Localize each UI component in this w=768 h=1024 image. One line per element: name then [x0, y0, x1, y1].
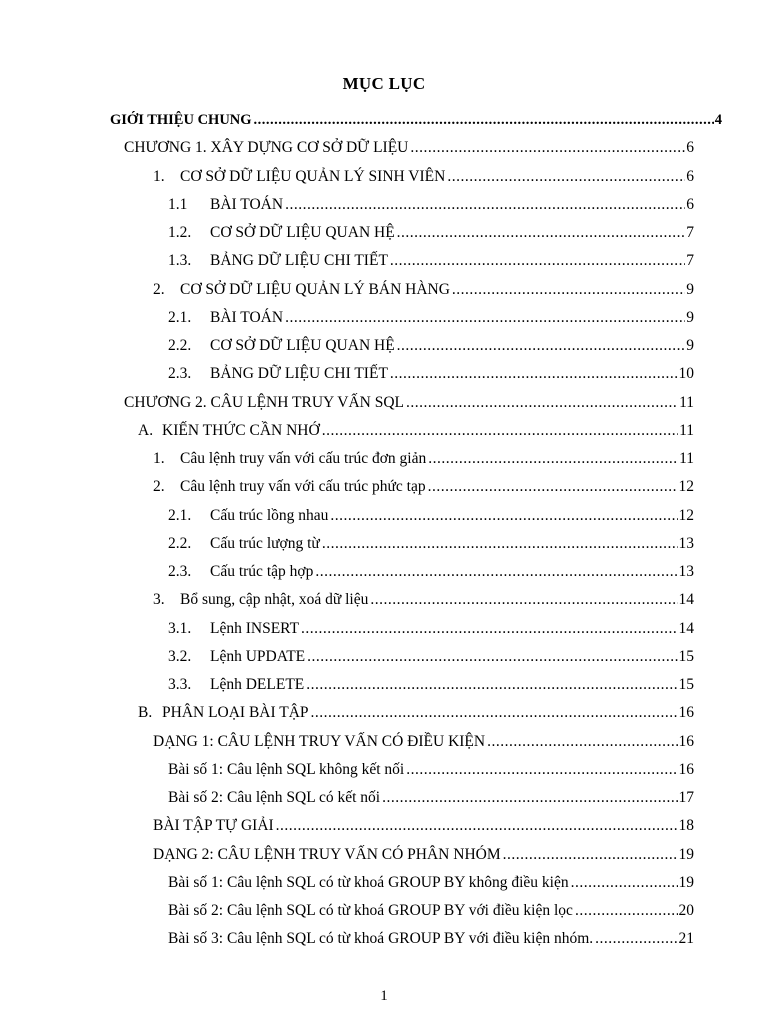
toc-dot-leader — [382, 788, 677, 808]
toc-entry-number: 1. — [153, 450, 165, 467]
toc-entry[interactable] — [153, 280, 694, 300]
toc-dot-leader — [452, 280, 685, 300]
toc-entry-number: 3. — [153, 591, 165, 609]
toc-entry[interactable] — [168, 675, 694, 695]
toc-entry[interactable] — [138, 421, 694, 441]
toc-entry[interactable] — [153, 167, 694, 187]
toc-entry-page: 19 — [678, 845, 694, 863]
toc-entry-page: 4 — [714, 112, 722, 128]
toc-dot-leader — [410, 138, 685, 158]
toc-entry-page: 12 — [678, 478, 694, 496]
toc-dot-leader — [575, 901, 678, 921]
toc-dot-leader — [330, 506, 677, 526]
toc-entry[interactable] — [153, 816, 694, 836]
toc-entry-text: PHÂN LOẠI BÀI TẬP — [162, 704, 309, 722]
toc-entry-text: Bài số 3: Câu lệnh SQL có từ khoá GROUP BY với điều kiện nhóm. — [168, 930, 594, 948]
toc-entry-page: 13 — [678, 534, 694, 552]
toc-entry[interactable] — [168, 619, 694, 639]
toc-entry-number: 2.1. — [168, 506, 192, 524]
toc-entry-page: 16 — [678, 704, 694, 722]
toc-entry[interactable] — [168, 901, 694, 921]
toc-entry[interactable] — [110, 110, 722, 130]
toc-entry-page: 11 — [679, 393, 694, 411]
toc-dot-leader — [311, 703, 678, 723]
toc-entry-text: Bài số 1: Câu lệnh SQL không kết nối — [168, 760, 405, 778]
toc-dot-leader — [390, 364, 678, 384]
toc-entry[interactable] — [168, 308, 694, 328]
toc-entry[interactable] — [153, 477, 694, 497]
toc-entry[interactable] — [168, 364, 694, 384]
toc-entry-number: 2. — [153, 478, 165, 496]
toc-entry-text: Bổ sung, cập nhật, xoá dữ liệu — [180, 591, 369, 609]
toc-entry[interactable] — [168, 562, 694, 582]
toc-entry-text: DẠNG 2: CÂU LỆNH TRUY VẤN CÓ PHÂN NHÓM — [153, 845, 501, 863]
toc-entry-text: CƠ SỞ DỮ LIỆU QUAN HỆ — [210, 337, 395, 354]
toc-entry[interactable] — [168, 506, 694, 526]
toc-entry[interactable] — [168, 336, 694, 356]
toc-entry-page: 14 — [678, 591, 694, 609]
toc-entry-page: 11 — [679, 421, 694, 439]
toc-entry-text: Lệnh DELETE — [210, 676, 305, 693]
page-title: MỤC LỤC — [342, 74, 426, 93]
toc-entry-number: 2. — [153, 280, 165, 298]
toc-entry-text: BÀI TOÁN — [210, 195, 284, 213]
toc-dot-leader — [503, 845, 678, 865]
toc-dot-leader — [370, 590, 677, 610]
toc-entry-text: Lệnh UPDATE — [210, 647, 306, 665]
toc-entry[interactable] — [153, 449, 694, 469]
toc-dot-leader — [315, 562, 677, 582]
toc-entry-page: 7 — [686, 252, 694, 270]
toc-entry-page: 11 — [679, 450, 694, 467]
toc-entry[interactable] — [168, 788, 694, 808]
toc-entry-number: 2.2. — [168, 337, 192, 354]
toc-entry-number: 3.1. — [168, 619, 192, 637]
toc-entry-text: CHƯƠNG 1. XÂY DỰNG CƠ SỞ DỮ LIỆU — [124, 139, 409, 157]
toc-dot-leader — [447, 167, 685, 187]
toc-entry-page: 17 — [678, 789, 694, 806]
toc-entry-page: 9 — [686, 308, 694, 326]
toc-entry-number: 3.2. — [168, 647, 192, 665]
toc-entry-page: 21 — [678, 930, 694, 948]
toc-entry-text: Bài số 2: Câu lệnh SQL có từ khoá GROUP BY với điều kiện lọc — [168, 902, 573, 919]
toc-entry-text: Lệnh INSERT — [210, 619, 300, 637]
toc-entry-page: 20 — [678, 902, 694, 919]
toc-dot-leader — [571, 873, 678, 893]
toc-dot-leader — [306, 675, 677, 695]
toc-entry-text: Bài số 1: Câu lệnh SQL có từ khoá GROUP BY không điều kiện — [168, 873, 569, 891]
toc-entry-text: CƠ SỞ DỮ LIỆU QUAN HỆ — [210, 224, 395, 241]
toc-entry-number: 2.3. — [168, 563, 192, 580]
toc-entry[interactable] — [138, 703, 694, 723]
toc-entry-text: Cấu trúc tập hợp — [210, 563, 314, 580]
toc-entry-number: 1.2. — [168, 224, 192, 241]
toc-dot-leader — [406, 760, 677, 780]
toc-entry-page: 13 — [678, 563, 694, 580]
toc-entry[interactable] — [168, 223, 694, 243]
toc-entry-page: 9 — [686, 280, 694, 298]
toc-entry-page: 7 — [686, 224, 694, 241]
page-number: 1 — [380, 988, 388, 1004]
toc-entry-text: Cấu trúc lồng nhau — [210, 506, 329, 524]
toc-entry-text: Câu lệnh truy vấn với cấu trúc đơn giản — [180, 450, 427, 467]
toc-dot-leader — [487, 732, 677, 752]
toc-dot-leader — [254, 110, 714, 130]
toc-entry-page: 9 — [686, 337, 694, 354]
toc-entry-text: KIẾN THỨC CẦN NHỚ — [162, 421, 320, 439]
toc-entry-text: Câu lệnh truy vấn với cấu trúc phức tạp — [180, 478, 426, 496]
toc-entry-text: CƠ SỞ DỮ LIỆU QUẢN LÝ SINH VIÊN — [180, 167, 446, 185]
toc-entry-text: CHƯƠNG 2. CÂU LỆNH TRUY VẤN SQL — [124, 393, 404, 411]
toc-dot-leader — [285, 195, 685, 215]
toc-dot-leader — [428, 449, 678, 469]
toc-entry[interactable] — [124, 393, 694, 413]
toc-entry-text: BÀI TOÁN — [210, 308, 284, 326]
toc-dot-leader — [322, 534, 678, 554]
toc-entry-number: A. — [138, 421, 154, 439]
toc-entry-text: BẢNG DỮ LIỆU CHI TIẾT — [210, 365, 388, 383]
toc-dot-leader — [428, 477, 678, 497]
toc-dot-leader — [322, 421, 678, 441]
toc-entry-page: 19 — [678, 873, 694, 891]
toc-entry-number: 1. — [153, 167, 165, 185]
toc-entry-text: Bài số 2: Câu lệnh SQL có kết nối — [168, 789, 381, 806]
toc-entry-text: CƠ SỞ DỮ LIỆU QUẢN LÝ BÁN HÀNG — [180, 280, 450, 298]
toc-entry-page: 14 — [678, 619, 694, 637]
toc-entry-page: 6 — [686, 167, 694, 185]
toc-dot-leader — [397, 336, 686, 356]
toc-entry[interactable] — [153, 590, 694, 610]
toc-entry-number: 2.1. — [168, 308, 192, 326]
toc-entry-text: DẠNG 1: CÂU LỆNH TRUY VẤN CÓ ĐIỀU KIỆN — [153, 732, 486, 750]
toc-dot-leader — [390, 251, 685, 271]
toc-entry[interactable] — [124, 138, 694, 158]
toc-entry-page: 16 — [678, 760, 694, 778]
toc-entry-page: 12 — [678, 506, 694, 524]
toc-entry-number: 2.3. — [168, 365, 192, 383]
toc-entry-number: 1.1 — [168, 195, 188, 213]
toc-entry-page: 16 — [678, 732, 694, 750]
toc-entry[interactable] — [168, 647, 694, 667]
toc-entry-page: 10 — [678, 365, 694, 383]
toc-entry[interactable] — [168, 873, 694, 893]
toc-entry[interactable] — [168, 929, 694, 949]
toc-entry-page: 6 — [686, 195, 694, 213]
toc-entry-page: 18 — [678, 817, 694, 835]
toc-dot-leader — [595, 929, 677, 949]
toc-dot-leader — [285, 308, 685, 328]
toc-entry-page: 15 — [678, 647, 694, 665]
toc-entry[interactable] — [153, 732, 694, 752]
toc-entry-page: 15 — [678, 676, 694, 693]
toc-dot-leader — [276, 816, 678, 836]
toc-entry-page: 6 — [686, 139, 694, 157]
toc-entry-number: 3.3. — [168, 676, 192, 693]
toc-entry[interactable] — [168, 251, 694, 271]
toc-entry[interactable] — [168, 534, 694, 554]
toc-entry[interactable] — [168, 195, 694, 215]
toc-entry-text: BÀI TẬP TỰ GIẢI — [153, 817, 274, 835]
toc-dot-leader — [301, 619, 677, 639]
toc-entry-text: GIỚI THIỆU CHUNG — [110, 112, 252, 128]
toc-entry[interactable] — [168, 760, 694, 780]
toc-entry-text: Cấu trúc lượng từ — [210, 534, 320, 552]
toc-entry[interactable] — [153, 845, 694, 865]
toc-entry-number: 1.3. — [168, 252, 192, 270]
toc-dot-leader — [397, 223, 686, 243]
toc-entry-number: B. — [138, 704, 153, 722]
toc-entry-text: BẢNG DỮ LIỆU CHI TIẾT — [210, 252, 388, 270]
toc-dot-leader — [406, 393, 678, 413]
toc-entry-number: 2.2. — [168, 534, 192, 552]
toc-dot-leader — [307, 647, 677, 667]
